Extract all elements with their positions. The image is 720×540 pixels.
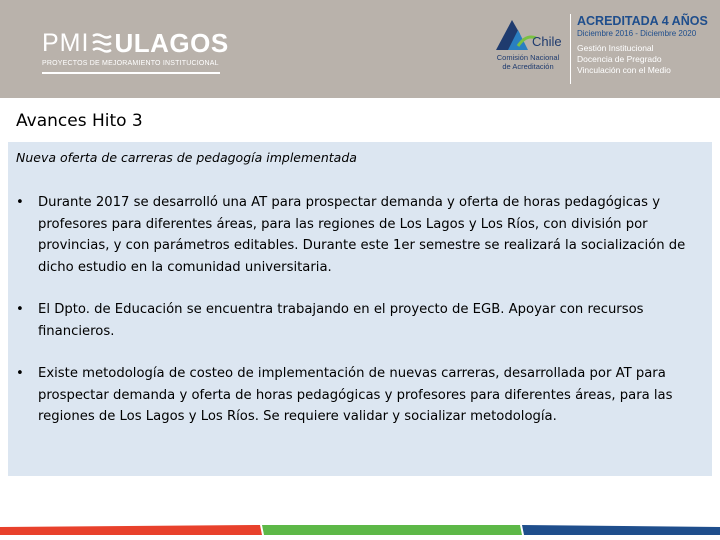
bullet-icon: • [16,195,24,210]
accreditation-dates: Diciembre 2016 - Diciembre 2020 [577,29,697,38]
pmi-ulagos-logo[interactable] [42,28,229,58]
cna-chile-text: Chile [532,34,562,49]
list-item-text: El Dpto. de Educación se encuentra trabajando en el proyecto de EGB. Apoyar con recursos financieros. [38,302,644,339]
cna-name-text [488,54,568,71]
cna-line-1: Comisión Nacional [496,53,560,62]
footer-red-segment [0,525,262,535]
list-item-text: Durante 2017 se desarrolló una AT para prospectar demanda y oferta de horas pedagógicas y profesores para diferentes áreas, para las regiones de Los Lagos y Los Ríos, con división por provincias, y con parámetros editables. Durante este 1er semestre se realizará la socialización de dicho estudio en la comunidad universitaria. [38,195,686,275]
logo-pmi-text: PMI [42,28,90,57]
list-item [8,299,708,342]
logo-underline [42,72,220,74]
list-item-text: Existe metodología de costeo de implementación de nuevas carreras, desarrollada por AT para prospectar demanda y oferta de horas pedagógicas y profesores para diferentes áreas, para las regiones de Los Lagos y Los Ríos. Se requiere validar y socializar metodología. [38,366,673,424]
section-subtitle [16,150,357,165]
accreditation-area: Gestión Institucional [577,43,654,53]
footer-stripes [0,525,720,535]
list-item [8,363,708,428]
accreditation-block [577,14,717,76]
bullet-icon: • [16,302,24,317]
footer-blue-segment [522,525,720,535]
header-banner [0,0,720,98]
cna-logo [488,16,568,76]
page-title: Avances Hito 3 [16,111,143,131]
accreditation-area: Docencia de Pregrado [577,54,662,64]
bullet-list [8,192,708,449]
subtitle-emphasis: implementada [266,150,357,165]
cna-line-2: de Acreditación [502,61,554,71]
logo-ulagos-text: ULAGOS [114,27,229,58]
waves-icon [92,32,112,54]
subtitle-plain: Nueva oferta de carreras de pedagogía [16,150,267,165]
footer-color-bar [0,520,720,530]
content-panel [8,142,712,476]
bullet-icon: • [16,366,24,381]
accreditation-title: ACREDITADA 4 AÑOS [577,14,708,28]
accreditation-area: Vinculación con el Medio [577,65,671,75]
footer-green-segment [262,525,522,535]
logo-subtitle: PROYECTOS DE MEJORAMIENTO INSTITUCIONAL [42,60,219,67]
list-item [8,192,708,278]
header-divider [570,14,571,84]
